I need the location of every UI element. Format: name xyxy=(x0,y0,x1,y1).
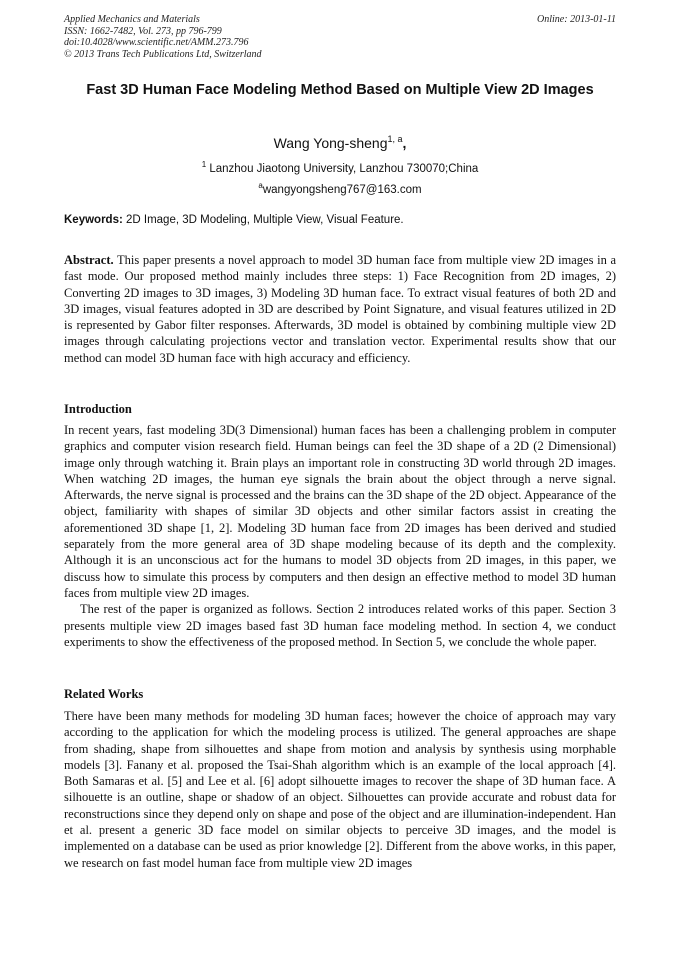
author-name: Wang Yong-sheng xyxy=(273,135,388,151)
related-works-paragraph-1: There have been many methods for modeling 3D human faces; however the choice of approach may vary according to the application for which the modeling process is utilized. The general approaches are shape from shading, shape from silhouettes and shape from motion and analysis by synthesis using morphable models [3]. Fanany et al. proposed the Tsai-Shah algorithm which is an example of the local approach [4]. Both Samaras et al. [5] and Lee et al. [6] adopt silhouette images to recover the shape of 3D human face. A silhouette is an outline, shape or shadow of an object. Silhouettes can provide accurate and robust data for reconstructions since they depend only on shape and pose of the object and are illumination-independent. Han et al. present a generic 3D face model on similar objects to perceive 3D images, and the model is implemented on a database can be used as prior knowledge [2]. Different from the above works, in this paper, we research on fast model human face from multiple view 2D images xyxy=(64,709,616,870)
online-date: Online: 2013-01-11 xyxy=(537,14,616,25)
abstract-label: Abstract. xyxy=(64,253,114,267)
journal-issn: ISSN: 1662-7482, Vol. 273, pp 796-799 xyxy=(64,25,222,37)
journal-copyright: © 2013 Trans Tech Publications Ltd, Switzerland xyxy=(64,48,262,60)
journal-name: Applied Mechanics and Materials xyxy=(64,14,200,25)
introduction-heading: Introduction xyxy=(64,402,132,416)
author-line xyxy=(64,130,616,152)
author-comma: , xyxy=(402,135,407,151)
keywords-line xyxy=(64,212,616,228)
introduction-paragraph-1: In recent years, fast modeling 3D(3 Dimensional) human faces has been a challenging problem in computer graphics and computer vision research field. Human beings can feel the 3D shape of a 2D (2 Dimensional) image only through watching it. Brain plays an important role in constructing 3D world through 2D images. When watching 2D images, the human eye signals the brain about the object through a nerve signal. Afterwards, the nerve signal is processed and the brains can the 3D shape of the 2D object. Appearance of the object, familiarity with shapes of similar 3D objects and other similar factors assist in creating the aforementioned 3D shape [1, 2]. Modeling 3D human face from 2D images has been derived and studied separately from the more general area of 3D shape modeling because of its depth and the complexity. Although it is an unconscious act for the humans to model 3D objects from 2D images, in this paper, we discuss how to simulate this process by computers and then design an effective method to model 3D human faces from multiple view 2D images. xyxy=(64,423,616,600)
paper-title: Fast 3D Human Face Modeling Method Based on Multiple View 2D Images xyxy=(86,82,594,98)
journal-doi: doi:10.4028/www.scientific.net/AMM.273.796 xyxy=(64,37,249,48)
email-line xyxy=(64,178,616,198)
introduction-paragraph-2: The rest of the paper is organized as follows. Section 2 introduces related works of this paper. Section 3 presents multiple view 2D images based fast 3D human face modeling method. In section 4, we conduct experiments to show the effectiveness of the proposed method. In Section 5, we conclude the whole paper. xyxy=(64,602,616,649)
affiliation-text: Lanzhou Jiaotong University, Lanzhou 730070;China xyxy=(209,163,479,175)
author-superscript: 1, a xyxy=(387,134,403,144)
affiliation-superscript: 1 xyxy=(201,160,207,169)
introduction-body xyxy=(64,422,616,650)
keywords-text: 2D Image, 3D Modeling, Multiple View, Visual Feature. xyxy=(122,214,404,226)
abstract-paragraph xyxy=(64,252,616,366)
email-superscript: a xyxy=(258,181,263,190)
email-address: wangyongsheng767@163.com xyxy=(262,184,422,196)
related-works-heading: Related Works xyxy=(64,687,144,701)
affiliation-line xyxy=(64,157,616,177)
abstract-text: This paper presents a novel approach to model 3D human face from multiple view 2D images in a fast mode. Our proposed method mainly includes three steps: 1) Face Recognition from 2D images, 2) Converting 2D images to 3D images, 3) Modeling 3D human face. To extract visual features of both 2D and 3D images, visual features adopted in 3D are described by Point Signature, and visual features utilized in 2D is represented by Gabor filter responses. Afterwards, 3D model is obtained by combining multiple view 2D images through calculating projections vector and translation vector. Experimental results show that our method can model 3D human face with high accuracy and efficiency. xyxy=(64,253,616,365)
keywords-label: Keywords: xyxy=(64,214,123,226)
journal-header xyxy=(64,14,616,60)
related-works-body xyxy=(64,708,616,871)
